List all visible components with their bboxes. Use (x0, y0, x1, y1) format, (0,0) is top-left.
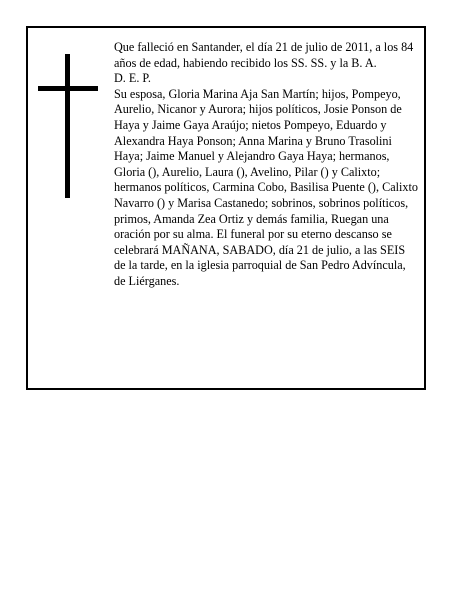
obituary-body: Su esposa, Gloria Marina Aja San Martín; hijos, Pompeyo, Aurelio, Nicanor y Aurora; hijos políticos, Josie Ponson de Haya y Jaime Gaya Araújo; nietos Pompeyo, Eduardo y Alexandra Haya Ponson; Anna Marina y Bruno Trasolini Haya; Jaime Manuel y Alejandro Gaya Haya; hermanos, Gloria (), Aurelio, Laura (), Avelino, Pilar () y Calixto; hermanos políticos, Carmina Cobo, Basilisa Puente (), Calixto Navarro () y Marisa Castanedo; sobrinos, sobrinos políticos, primos, Amanda Zea Ortiz y demás familia, Ruegan una oración por su alma. El funeral por su eterno descanso se celebrará MAÑANA, SABADO, día 21 de julio, a las SEIS de la tarde, en la iglesia parroquial de San Pedro Advíncula, de Liérganes. (114, 86, 418, 288)
obituary-notice (26, 26, 426, 390)
latin-cross-icon (38, 54, 98, 198)
obituary-rip: D. E. P. (114, 71, 151, 86)
obituary-text (114, 40, 419, 290)
cross-horizontal-bar (38, 86, 98, 91)
cross-vertical-bar (65, 54, 70, 198)
obituary-intro: Que falleció en Santander, el día 21 de julio de 2011, a los 84 años de edad, habiendo recibido los SS. SS. y la B. A. (114, 40, 414, 70)
